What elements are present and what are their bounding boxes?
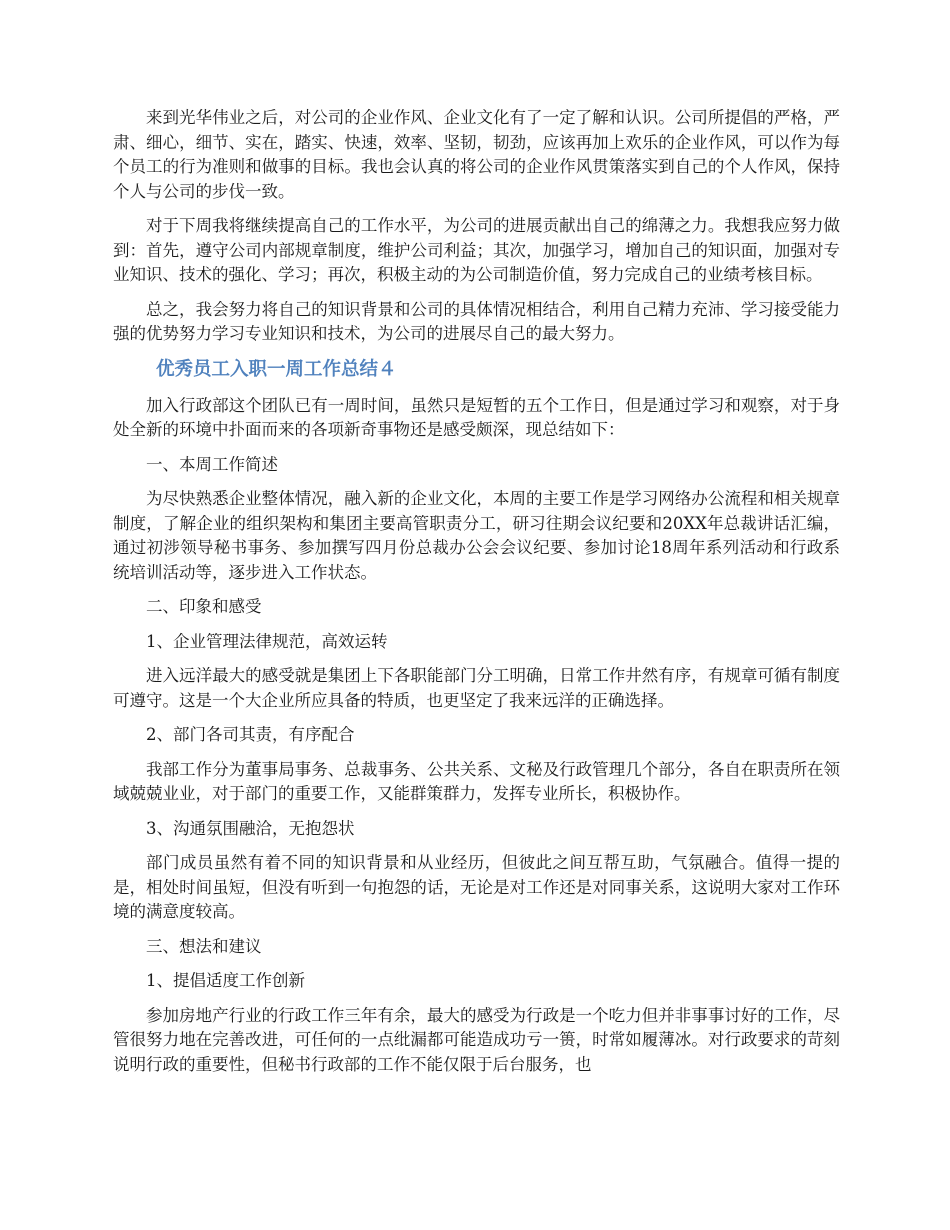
document-body bbox=[113, 106, 840, 1087]
paragraph-departments: 我部工作分为董事局事务、总裁事务、公共关系、文秘及行政管理几个部分，各自在职责所在领域兢兢业业，对于部门的重要工作，又能群策群力，发挥专业所长，积极协作。 bbox=[113, 759, 840, 803]
paragraph-next-week-plan: 对于下周我将继续提高自己的工作水平，为公司的进展贡献出自己的绵薄之力。我想我应努力做到：首先，遵守公司内部规章制度，维护公司利益；其次，加强学习，增加自己的知识面，加强对专业知识、技术的强化、学习；再次，积极主动的为公司制造价值，努力完成自己的业绩考核目标。 bbox=[113, 216, 840, 284]
paragraph-management: 进入远洋最大的感受就是集团上下各职能部门分工明确，日常工作井然有序，有规章可循有制度可遵守。这是一个大企业所应具备的特质，也更坚定了我来远洋的正确选择。 bbox=[113, 666, 840, 710]
subheading-management: 1、企业管理法律规范，高效运转 bbox=[146, 631, 388, 651]
subheading-weekly-summary: 一、本周工作简述 bbox=[146, 454, 278, 474]
section-heading: 优秀员工入职一周工作总结４ bbox=[156, 358, 397, 380]
paragraph-innovation: 参加房地产行业的行政工作三年有余，最大的感受为行政是一个吃力但并非事事讨好的工作，尽管很努力地在完善改进，可任何的一点纰漏都可能造成功亏一篑，时常如履薄冰。对行政要求的苛刻说明行政的重要性，但秘书行政部的工作不能仅限于后台服务，也 bbox=[113, 1005, 840, 1074]
paragraph-intro: 加入行政部这个团队已有一周时间，虽然只是短暂的五个工作日，但是通过学习和观察，对于身处全新的环境中扑面而来的各项新奇事物还是感受颇深，现总结如下： bbox=[113, 395, 840, 439]
subheading-innovation: 1、提倡适度工作创新 bbox=[146, 971, 305, 990]
paragraph-weekly-summary: 为尽快熟悉企业整体情况，融入新的企业文化，本周的主要工作是学习网络办公流程和相关规章制度，了解企业的组织架构和集团主要高管职责分工，研习往期会议纪要和20XX年总裁讲话汇编，通过初涉领导秘书事务、参加撰写四月份总裁办公会会议纪要、参加讨论18周年系列活动和行政系统培训活动等，逐步进入工作状态。 bbox=[113, 489, 840, 582]
subheading-communication: 3、沟通氛围融洽，无抱怨状 bbox=[146, 818, 355, 838]
subheading-departments: 2、部门各司其责，有序配合 bbox=[146, 725, 355, 744]
subheading-suggestions: 三、想法和建议 bbox=[146, 936, 262, 956]
paragraph-communication: 部门成员虽然有着不同的知识背景和从业经历，但彼此之间互帮互助，气氛融合。值得一提的是，相处时间虽短，但没有听到一句抱怨的话，无论是对工作还是对同事关系，这说明大家对工作环境的满意度较高。 bbox=[113, 853, 840, 921]
paragraph-conclusion: 总之，我会努力将自己的知识背景和公司的具体情况相结合，利用自己精力充沛、学习接受能力强的优势努力学习专业知识和技术，为公司的进展尽自己的最大努力。 bbox=[113, 299, 840, 343]
paragraph-company-style: 来到光华伟业之后，对公司的企业作风、企业文化有了一定了解和认识。公司所提倡的严格，严肃、细心，细节、实在，踏实、快速，效率、坚韧，韧劲，应该再加上欢乐的企业作风，可以作为每个员工的行为准则和做事的目标。我也会认真的将公司的企业作风贯策落实到自己的个人作风，保持个人与公司的步伐一致。 bbox=[113, 108, 840, 201]
subheading-impressions: 二、印象和感受 bbox=[146, 597, 262, 616]
